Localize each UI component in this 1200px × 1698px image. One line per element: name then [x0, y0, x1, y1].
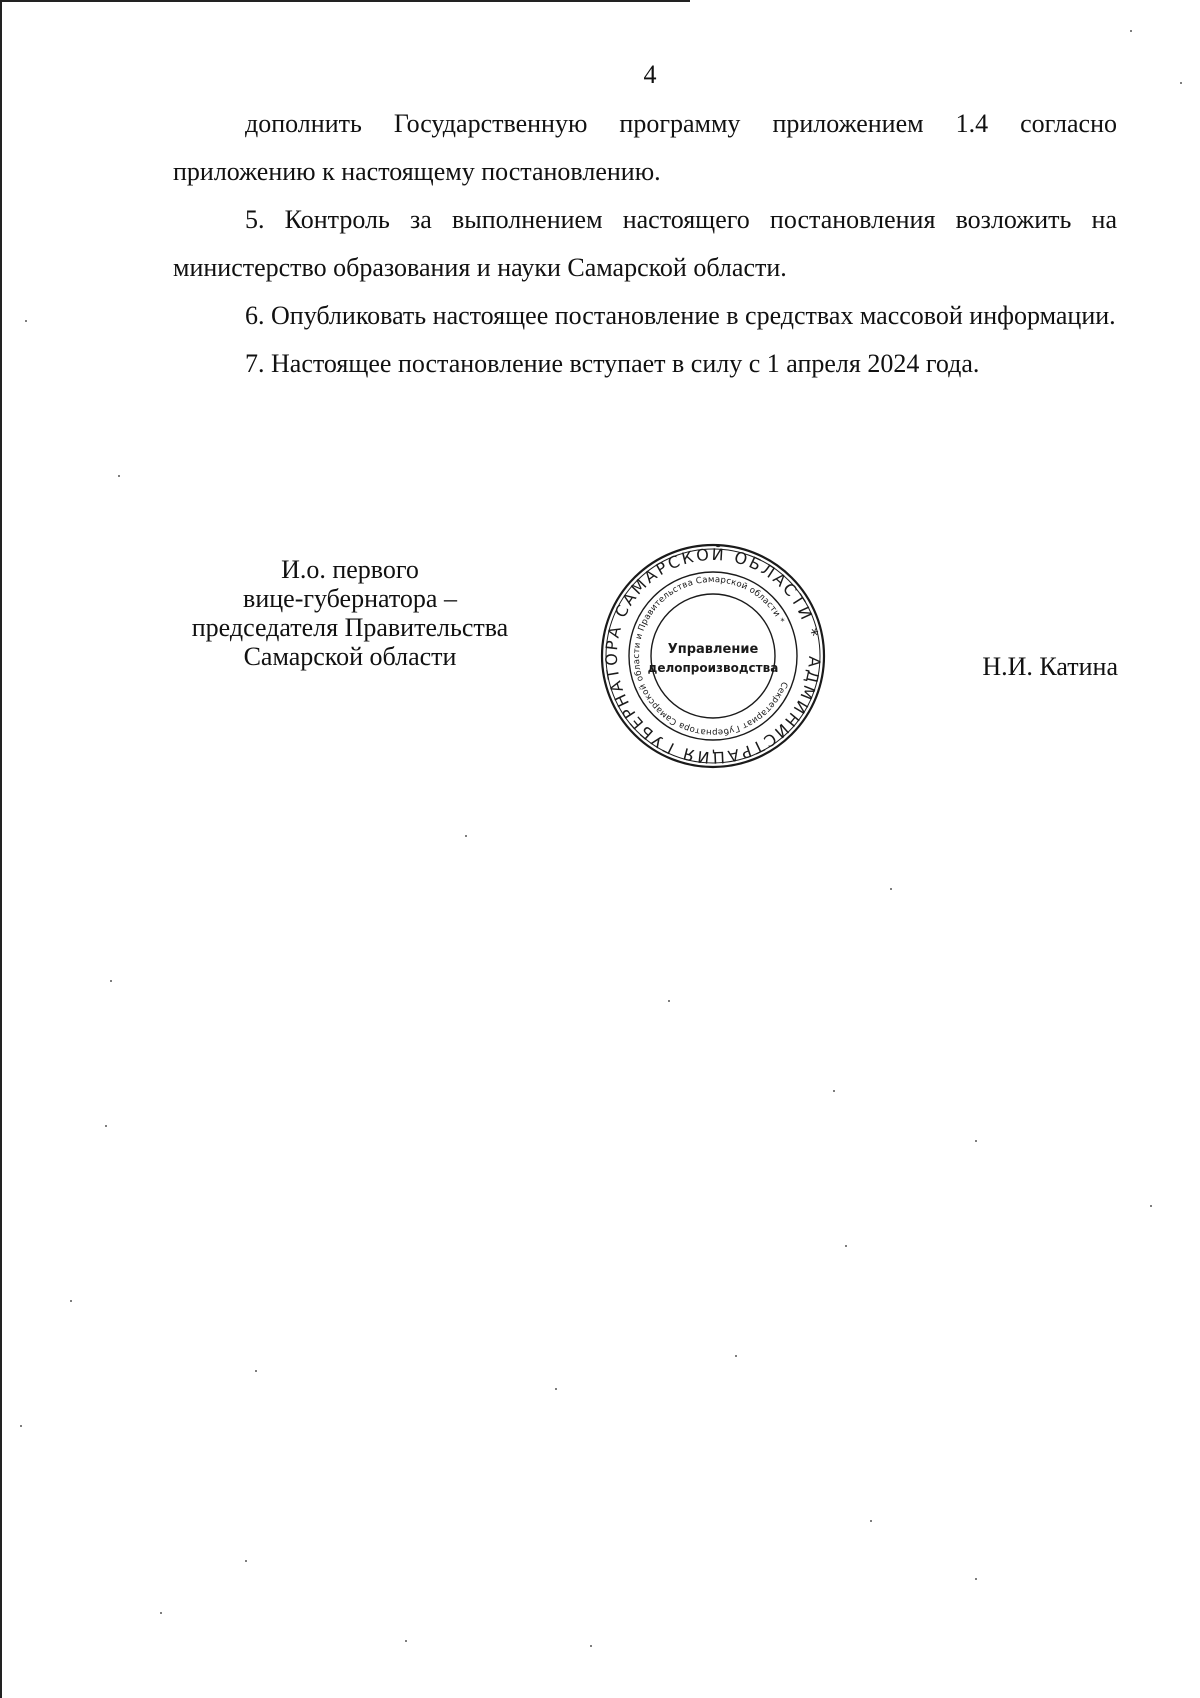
position-line: председателя Правительства: [191, 613, 509, 642]
scan-speck: [110, 980, 112, 982]
seal-inner-text: Секретариат Губернатора Самарской области и Правительства Самарской области *: [631, 574, 790, 738]
page-number: 4: [643, 60, 657, 89]
position-line: вице-губернатора –: [243, 584, 457, 613]
scan-speck: [70, 1300, 72, 1302]
position-line: Самарской области: [243, 642, 457, 671]
scan-speck: [118, 475, 120, 477]
scan-speck: [465, 835, 467, 837]
scan-speck: [1130, 30, 1132, 32]
signatory-name: Н.И. Катина: [982, 652, 1118, 681]
position-line: И.о. первого: [281, 555, 419, 584]
scan-speck: [890, 888, 892, 890]
scan-speck: [405, 1640, 407, 1642]
scan-speck: [160, 1612, 162, 1614]
scan-speck: [833, 1090, 835, 1092]
scan-speck: [20, 1425, 22, 1427]
scan-speck: [555, 1388, 557, 1390]
scan-speck: [590, 1645, 592, 1647]
scan-speck: [255, 1370, 257, 1372]
scan-left-edge: [0, 0, 2, 1698]
scan-speck: [668, 1000, 670, 1002]
paragraph-5: 5. Контроль за выполнением настоящего постановления возложить на министерство образования и науки Самарской области.: [173, 205, 1117, 282]
scan-speck: [975, 1140, 977, 1142]
official-seal: [599, 542, 827, 770]
scan-speck: [105, 1125, 107, 1127]
paragraph-continuation: дополнить Государственную программу приложением 1.4 согласно приложению к настоящему постановлению.: [173, 109, 1117, 186]
scan-speck: [845, 1245, 847, 1247]
seal-center-line-2: делопроизводства: [647, 661, 779, 675]
seal-outer-text: АДМИНИСТРАЦИЯ ГУБЕРНАТОРА САМАРСКОЙ ОБЛАСТИ *: [601, 544, 825, 768]
scan-top-edge: [0, 0, 690, 2]
scan-speck: [1180, 82, 1182, 84]
scan-speck: [975, 1578, 977, 1580]
document-body: [173, 100, 1117, 388]
seal-center-line-1: Управление: [667, 642, 759, 657]
scan-speck: [245, 1560, 247, 1562]
paragraph-6: 6. Опубликовать настоящее постановление в средствах массовой информации.: [245, 301, 1116, 330]
signatory-position: [170, 555, 530, 671]
scan-speck: [1150, 1205, 1152, 1207]
scan-speck: [870, 1520, 872, 1522]
paragraph-7: 7. Настоящее постановление вступает в силу с 1 апреля 2024 года.: [245, 349, 980, 378]
scan-speck: [25, 320, 27, 322]
scan-speck: [735, 1355, 737, 1357]
